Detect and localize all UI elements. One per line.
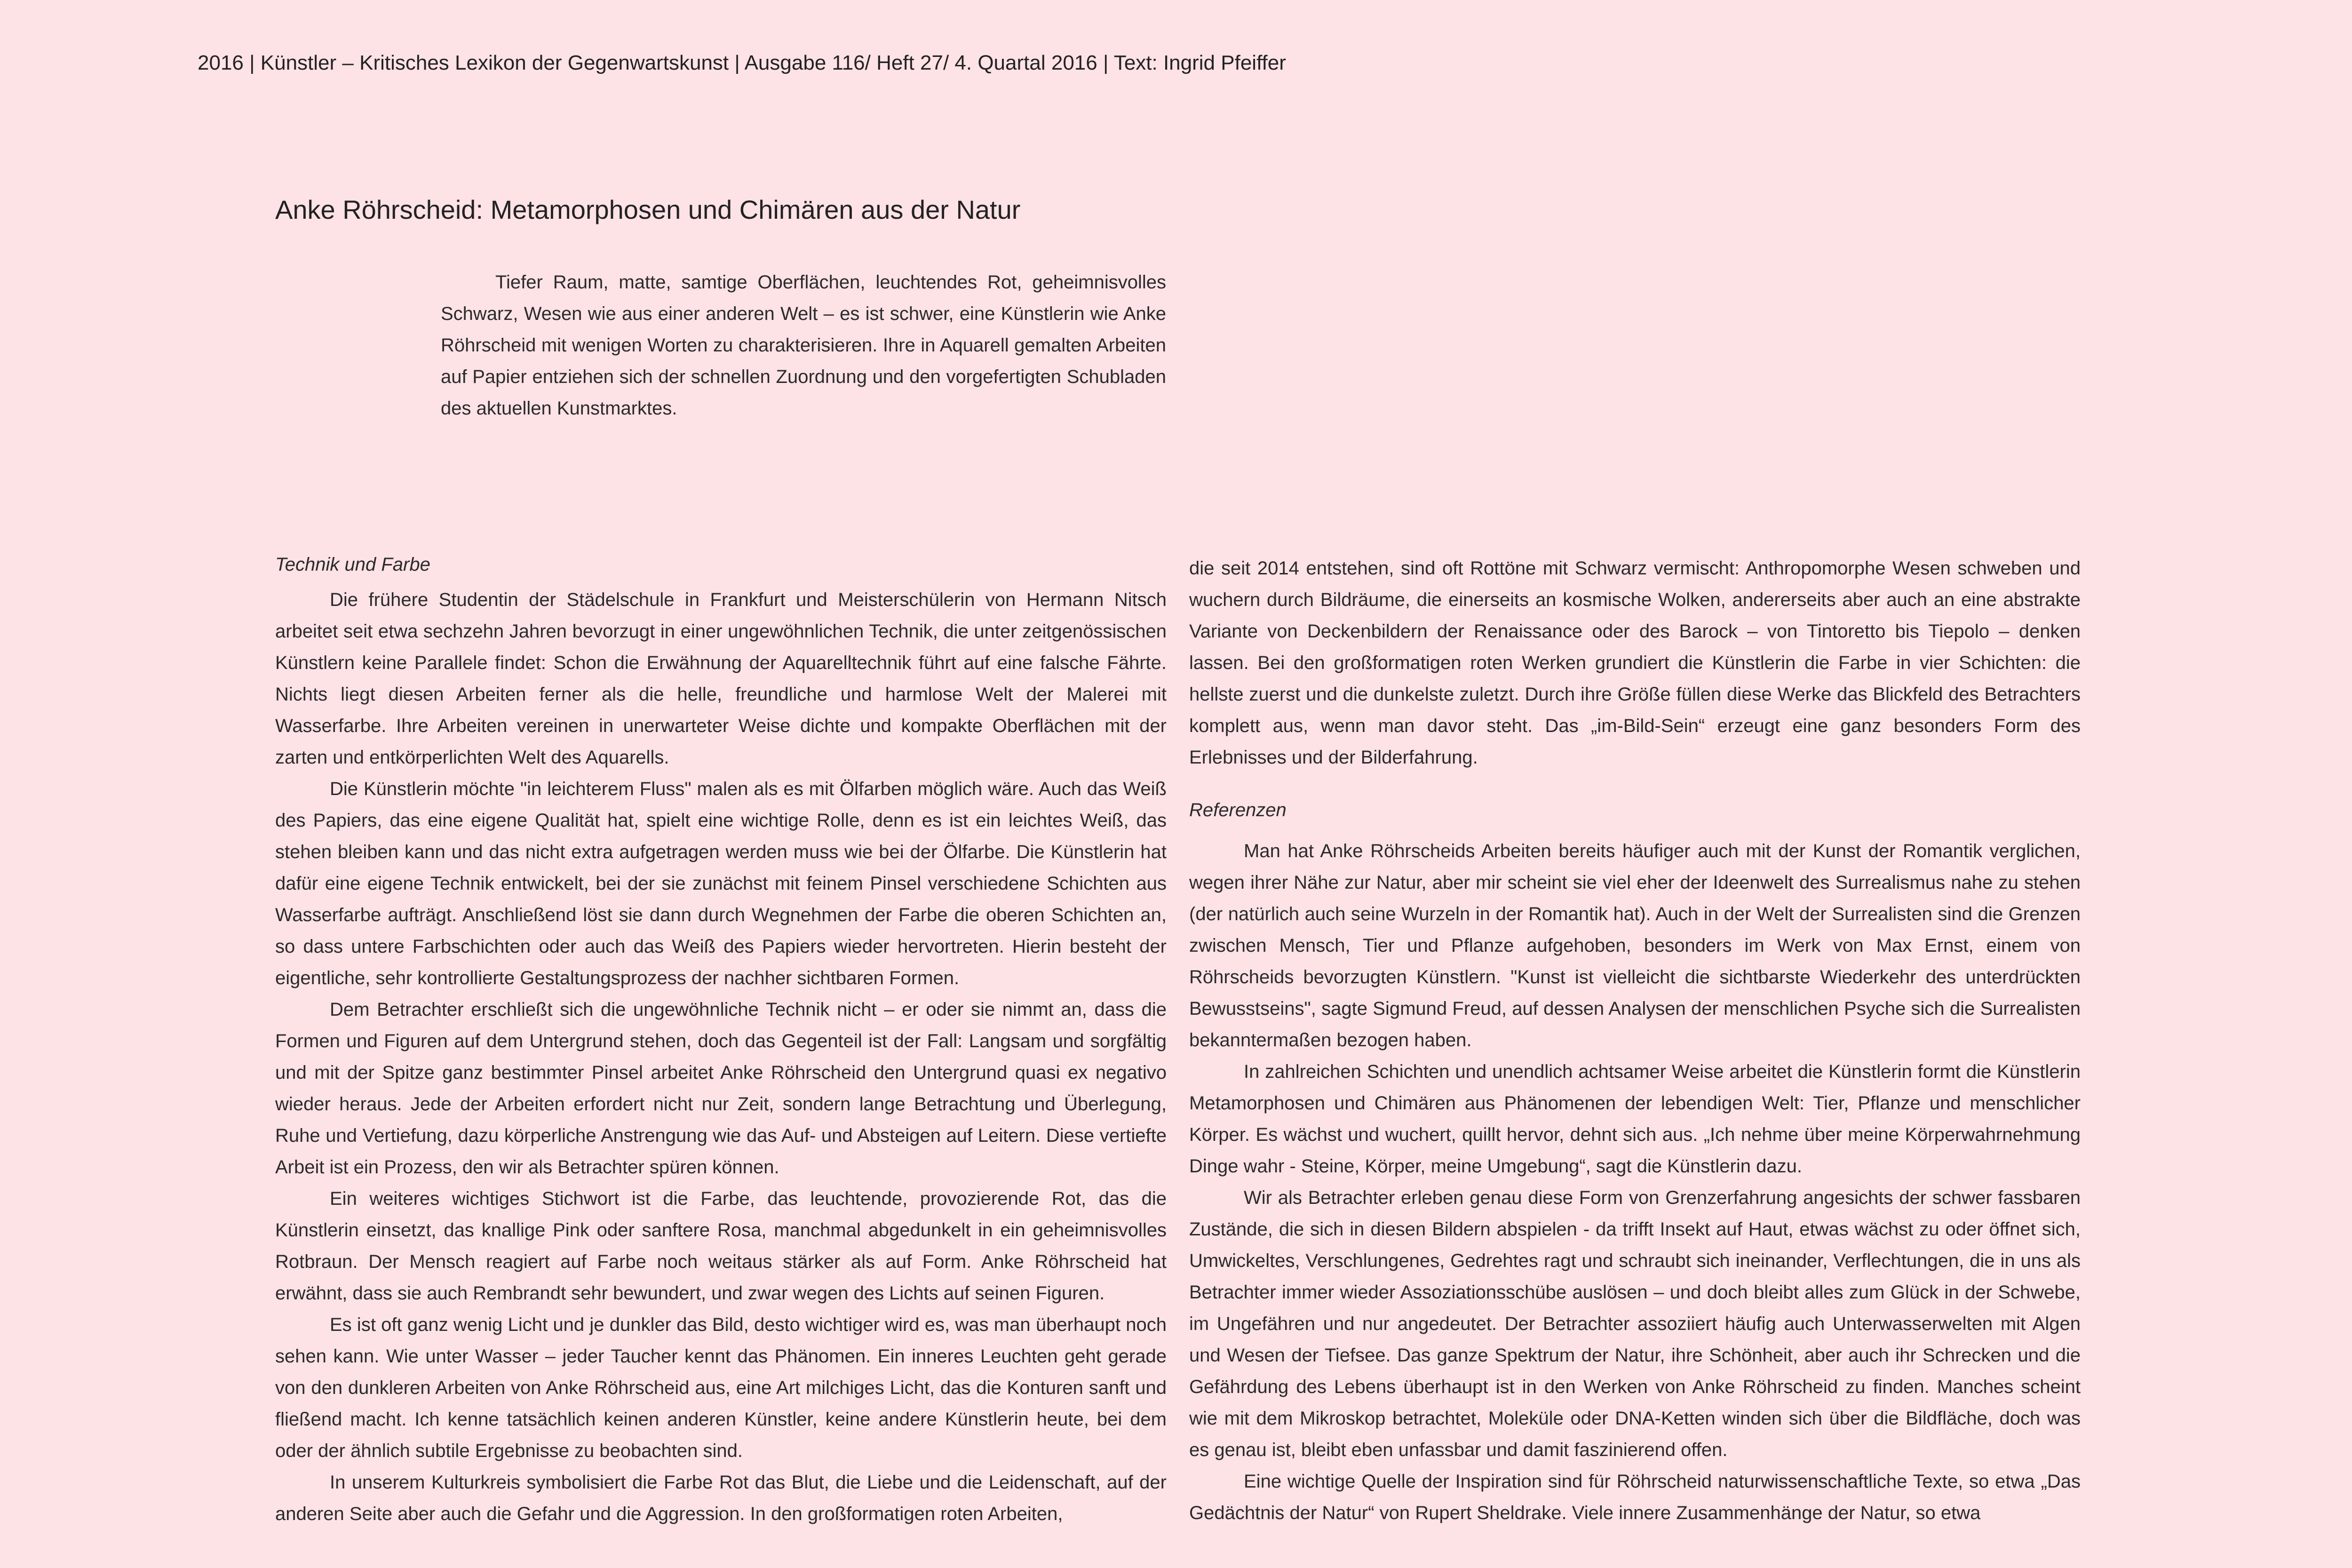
section-heading-referenzen: Referenzen [1189, 800, 1287, 820]
right-column [1189, 553, 2081, 1529]
paragraph: In unserem Kulturkreis symbolisiert die Farbe Rot das Blut, die Liebe und die Leidenschaft, auf der anderen Seite aber auch die Gefahr und die Aggression. In den großformatigen roten Arbeiten, [275, 1472, 1167, 1524]
paragraph: Man hat Anke Röhrscheids Arbeiten bereits häufiger auch mit der Kunst der Romantik verglichen, wegen ihrer Nähe zur Natur, aber mir scheint sie viel eher der Ideenwelt des Surrealismus nahe zu stehen (der natürlich auch seine Wurzeln in der Romantik hat). Auch in der Welt der Surrealisten sind die Grenzen zwischen Mensch, Tier und Pflanze aufgehoben, besonders im Werk von Max Ernst, einem von Röhrscheids bevorzugten Künstlern. "Kunst ist vielleicht die sichtbarste Wiederkehr des unterdrückten Bewusstseins", sagte Sigmund Freud, auf dessen Analysen der menschlichen Psyche sich die Surrealisten bekanntermaßen bezogen haben. [1189, 841, 2081, 1051]
paragraph: Es ist oft ganz wenig Licht und je dunkler das Bild, desto wichtiger wird es, was man überhaupt noch sehen kann. Wie unter Wasser – jeder Taucher kennt das Phänomen. Ein inneres Leuchten geht gerade von den dunkleren Arbeiten von Anke Röhrscheid aus, eine Art milchiges Licht, das die Konturen sanft und fließend macht. Ich kenne tatsächlich keinen anderen Künstler, keine andere Künstlerin heute, bei dem oder der ähnlich subtile Ergebnisse zu beobachten sind. [275, 1314, 1167, 1461]
paragraph: In zahlreichen Schichten und unendlich achtsamer Weise arbeitet die Künstlerin formt die Künstlerin Metamorphosen und Chimären aus Phänomenen der lebendigen Welt: Tier, Pflanze und menschlicher Körper. Es wächst und wuchert, quillt hervor, dehnt sich aus. „Ich nehme über meine Körperwahrnehmung Dinge wahr - Steine, Körper, meine Umgebung“, sagt die Künstlerin dazu. [1189, 1061, 2081, 1177]
article-intro: Tiefer Raum, matte, samtige Oberflächen, leuchtendes Rot, geheimnisvolles Schwarz, Wesen wie aus einer anderen Welt – es ist schwer, eine Künstlerin wie Anke Röhrscheid mit wenigen Worten zu charakterisieren. Ihre in Aquarell gemalten Arbeiten auf Papier entziehen sich der schnellen Zuordnung und den vorgefertigten Schubladen des aktuellen Kunstmarktes. [441, 272, 1166, 419]
article-title: Anke Röhrscheid: Metamorphosen und Chimären aus der Natur [275, 195, 1021, 224]
running-header: 2016 | Künstler – Kritisches Lexikon der Gegenwartskunst | Ausgabe 116/ Heft 27/ 4. Quartal 2016 | Text: Ingrid Pfeiffer [198, 51, 1286, 74]
section-heading-technik: Technik und Farbe [275, 554, 430, 575]
paragraph: Ein weiteres wichtiges Stichwort ist die Farbe, das leuchtende, provozierende Rot, das die Künstlerin einsetzt, das knallige Pink oder sanftere Rosa, manchmal abgedunkelt in ein geheimnisvolles Rotbraun. Der Mensch reagiert auf Farbe noch weitaus stärker als auf Form. Anke Röhrscheid hat erwähnt, dass sie auch Rembrandt sehr bewundert, und zwar wegen des Lichts auf seinen Figuren. [275, 1188, 1167, 1304]
paragraph: Eine wichtige Quelle der Inspiration sind für Röhrscheid naturwissenschaftliche Texte, so etwa „Das Gedächtnis der Natur“ von Rupert Sheldrake. Viele innere Zusammenhänge der Natur, so etwa [1189, 1471, 2081, 1523]
paragraph: Dem Betrachter erschließt sich die ungewöhnliche Technik nicht – er oder sie nimmt an, dass die Formen und Figuren auf dem Untergrund stehen, doch das Gegenteil ist der Fall: Langsam und sorgfältig und mit der Spitze ganz bestimmter Pinsel arbeitet Anke Röhrscheid den Untergrund quasi ex negativo wieder heraus. Jede der Arbeiten erfordert nicht nur Zeit, sondern lange Betrachtung und Überlegung, Ruhe und Vertiefung, dazu körperliche Anstrengung wie das Auf- und Absteigen auf Leitern. Diese vertiefte Arbeit ist ein Prozess, den wir als Betrachter spüren können. [275, 999, 1167, 1178]
paragraph-continuation: die seit 2014 entstehen, sind oft Rottöne mit Schwarz vermischt: Anthropomorphe Wesen schweben und wuchern durch Bildräume, die einerseits an kosmische Wolken, andererseits aber auch an eine abstrakte Variante von Deckenbildern der Renaissance oder des Barock – von Tintoretto bis Tiepolo – denken lassen. Bei den großformatigen roten Werken grundiert die Künstlerin die Farbe in vier Schichten: die hellste zuerst und die dunkelste zuletzt. Durch ihre Größe füllen diese Werke das Blickfeld des Betrachters komplett aus, wenn man davor steht. Das „im-Bild-Sein“ erzeugt eine ganz besonders Form des Erlebnisses und der Bilderfahrung. [1189, 558, 2081, 768]
paragraph: Die frühere Studentin der Städelschule in Frankfurt und Meisterschülerin von Hermann Nitsch arbeitet seit etwa sechzehn Jahren bevorzugt in einer ungewöhnlichen Technik, die unter zeitgenössischen Künstlern keine Parallele findet: Schon die Erwähnung der Aquarelltechnik führt auf eine falsche Fährte. Nichts liegt diesen Arbeiten ferner als die helle, freundliche und harmlose Welt der Malerei mit Wasserfarbe. Ihre Arbeiten vereinen in unerwarteter Weise dichte und kompakte Oberflächen mit der zarten und entkörperlichten Welt des Aquarells. [275, 589, 1167, 768]
paragraph: Die Künstlerin möchte "in leichterem Fluss" malen als es mit Ölfarben möglich wäre. Auch das Weiß des Papiers, das eine eigene Qualität hat, spielt eine wichtige Rolle, denn es ist ein leichtes Weiß, das stehen bleiben kann und das nicht extra aufgetragen werden muss wie bei der Ölfarbe. Die Künstlerin hat dafür eine eigene Technik entwickelt, bei der sie zunächst mit feinem Pinsel verschiedene Schichten aus Wasserfarbe aufträgt. Anschließend löst sie dann durch Wegnehmen der Farbe die oberen Schichten an, so dass untere Farbschichten oder auch das Weiß des Papiers wieder hervortreten. Hierin besteht der eigentliche, sehr kontrollierte Gestaltungsprozess der nachher sichtbaren Formen. [275, 779, 1167, 988]
paragraph: Wir als Betrachter erleben genau diese Form von Grenzerfahrung angesichts der schwer fassbaren Zustände, die sich in diesen Bildern abspielen - da trifft Insekt auf Haut, etwas wächst zu oder öffnet sich, Umwickeltes, Verschlungenes, Gedrehtes ragt und schraubt sich ineinander, Verflechtungen, die in uns als Betrachter immer wieder Assoziationsschübe auslösen – und doch bleibt alles zum Glück in der Schwebe, im Ungefähren und nur angedeutet. Der Betrachter assoziiert häufig auch Unterwasserwelten mit Algen und Wesen der Tiefsee. Das ganze Spektrum der Natur, ihre Schönheit, aber auch ihr Schrecken und die Gefährdung des Lebens überhaupt ist in den Werken von Anke Röhrscheid zu finden. Manches scheint wie mit dem Mikroskop betrachtet, Moleküle oder DNA-Ketten winden sich über die Bildfläche, doch was es genau ist, bleibt eben unfassbar und damit faszinierend offen. [1189, 1187, 2081, 1460]
left-column [275, 549, 1167, 1530]
